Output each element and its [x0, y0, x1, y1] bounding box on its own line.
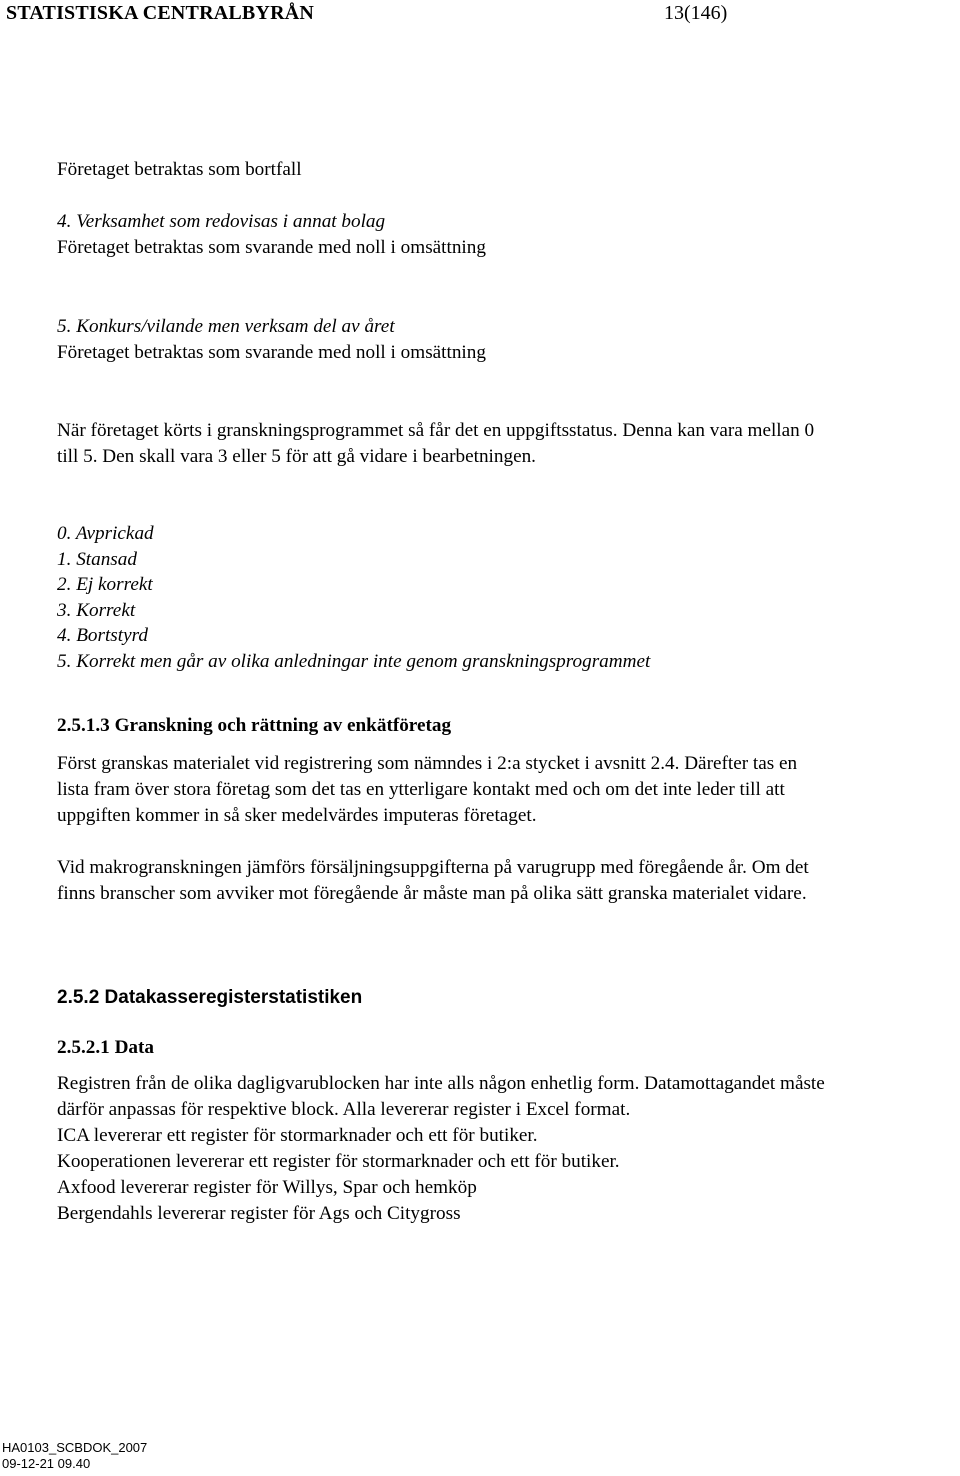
- page-header: [6, 2, 906, 32]
- section-heading-2521: 2.5.2.1 Data: [57, 1037, 154, 1058]
- status-list-item: 5. Korrekt men går av olika anledningar inte genom granskningsprogrammet: [57, 651, 651, 672]
- page-footer: [2, 1440, 302, 1472]
- status-list-item: 4. Bortstyrd: [57, 625, 148, 646]
- paragraph-line: Först granskas materialet vid registrering som nämndes i 2:a stycket i avsnitt 2.4. Därefter tas en: [57, 753, 798, 774]
- status-paragraph-line-1: När företaget körts i granskningsprogrammet så får det en uppgiftsstatus. Denna kan vara mellan 0: [57, 420, 815, 441]
- document-id: HA0103_SCBDOK_2007: [2, 1440, 148, 1455]
- status-list-item: 3. Korrekt: [57, 600, 136, 621]
- item-4-title: 4. Verksamhet som redovisas i annat bolag: [57, 211, 386, 232]
- paragraph-line: därför anpassas för respektive block. Alla levererar register i Excel format.: [57, 1099, 631, 1120]
- paragraph-line: ICA levererar ett register för stormarknader och ett för butiker.: [57, 1125, 538, 1146]
- item-5-title: 5. Konkurs/vilande men verksam del av året: [57, 316, 395, 337]
- status-paragraph-line-2: till 5. Den skall vara 3 eller 5 för att gå vidare i bearbetningen.: [57, 446, 536, 467]
- section-heading-2513: 2.5.1.3 Granskning och rättning av enkätföretag: [57, 715, 452, 736]
- section-heading-252: 2.5.2 Datakasseregisterstatistiken: [57, 987, 363, 1008]
- bortfall-text: Företaget betraktas som bortfall: [57, 159, 302, 180]
- paragraph-line: Kooperationen levererar ett register för stormarknader och ett för butiker.: [57, 1151, 620, 1172]
- paragraph-line: Bergendahls levererar register för Ags och Citygross: [57, 1203, 461, 1224]
- item-4-text: Företaget betraktas som svarande med noll i omsättning: [57, 237, 486, 258]
- paragraph-line: Registren från de olika dagligvarublocken har inte alls någon enhetlig form. Datamottagandet måste: [57, 1073, 825, 1094]
- paragraph-line: uppgiften kommer in så sker medelvärdes imputeras företaget.: [57, 805, 537, 826]
- paragraph-line: lista fram över stora företag som det tas en ytterligare kontakt med och om det inte leder till att: [57, 779, 785, 800]
- status-list-item: 2. Ej korrekt: [57, 574, 153, 595]
- paragraph-line: finns branscher som avviker mot föregående år måste man på olika sätt granska materialet vidare.: [57, 883, 807, 904]
- paragraph-line: Vid makrogranskningen jämförs försäljningsuppgifterna på varugrupp med föregående år. Om det: [57, 857, 809, 878]
- status-list-item: 1. Stansad: [57, 549, 137, 570]
- item-5-text: Företaget betraktas som svarande med noll i omsättning: [57, 342, 486, 363]
- status-list-item: 0. Avprickad: [57, 523, 154, 544]
- page-number: 13(146): [664, 2, 728, 24]
- paragraph-line: Axfood levererar register för Willys, Spar och hemköp: [57, 1177, 477, 1198]
- footer-timestamp: 09-12-21 09.40: [2, 1456, 91, 1471]
- organization-name: STATISTISKA CENTRALBYRÅN: [6, 2, 315, 24]
